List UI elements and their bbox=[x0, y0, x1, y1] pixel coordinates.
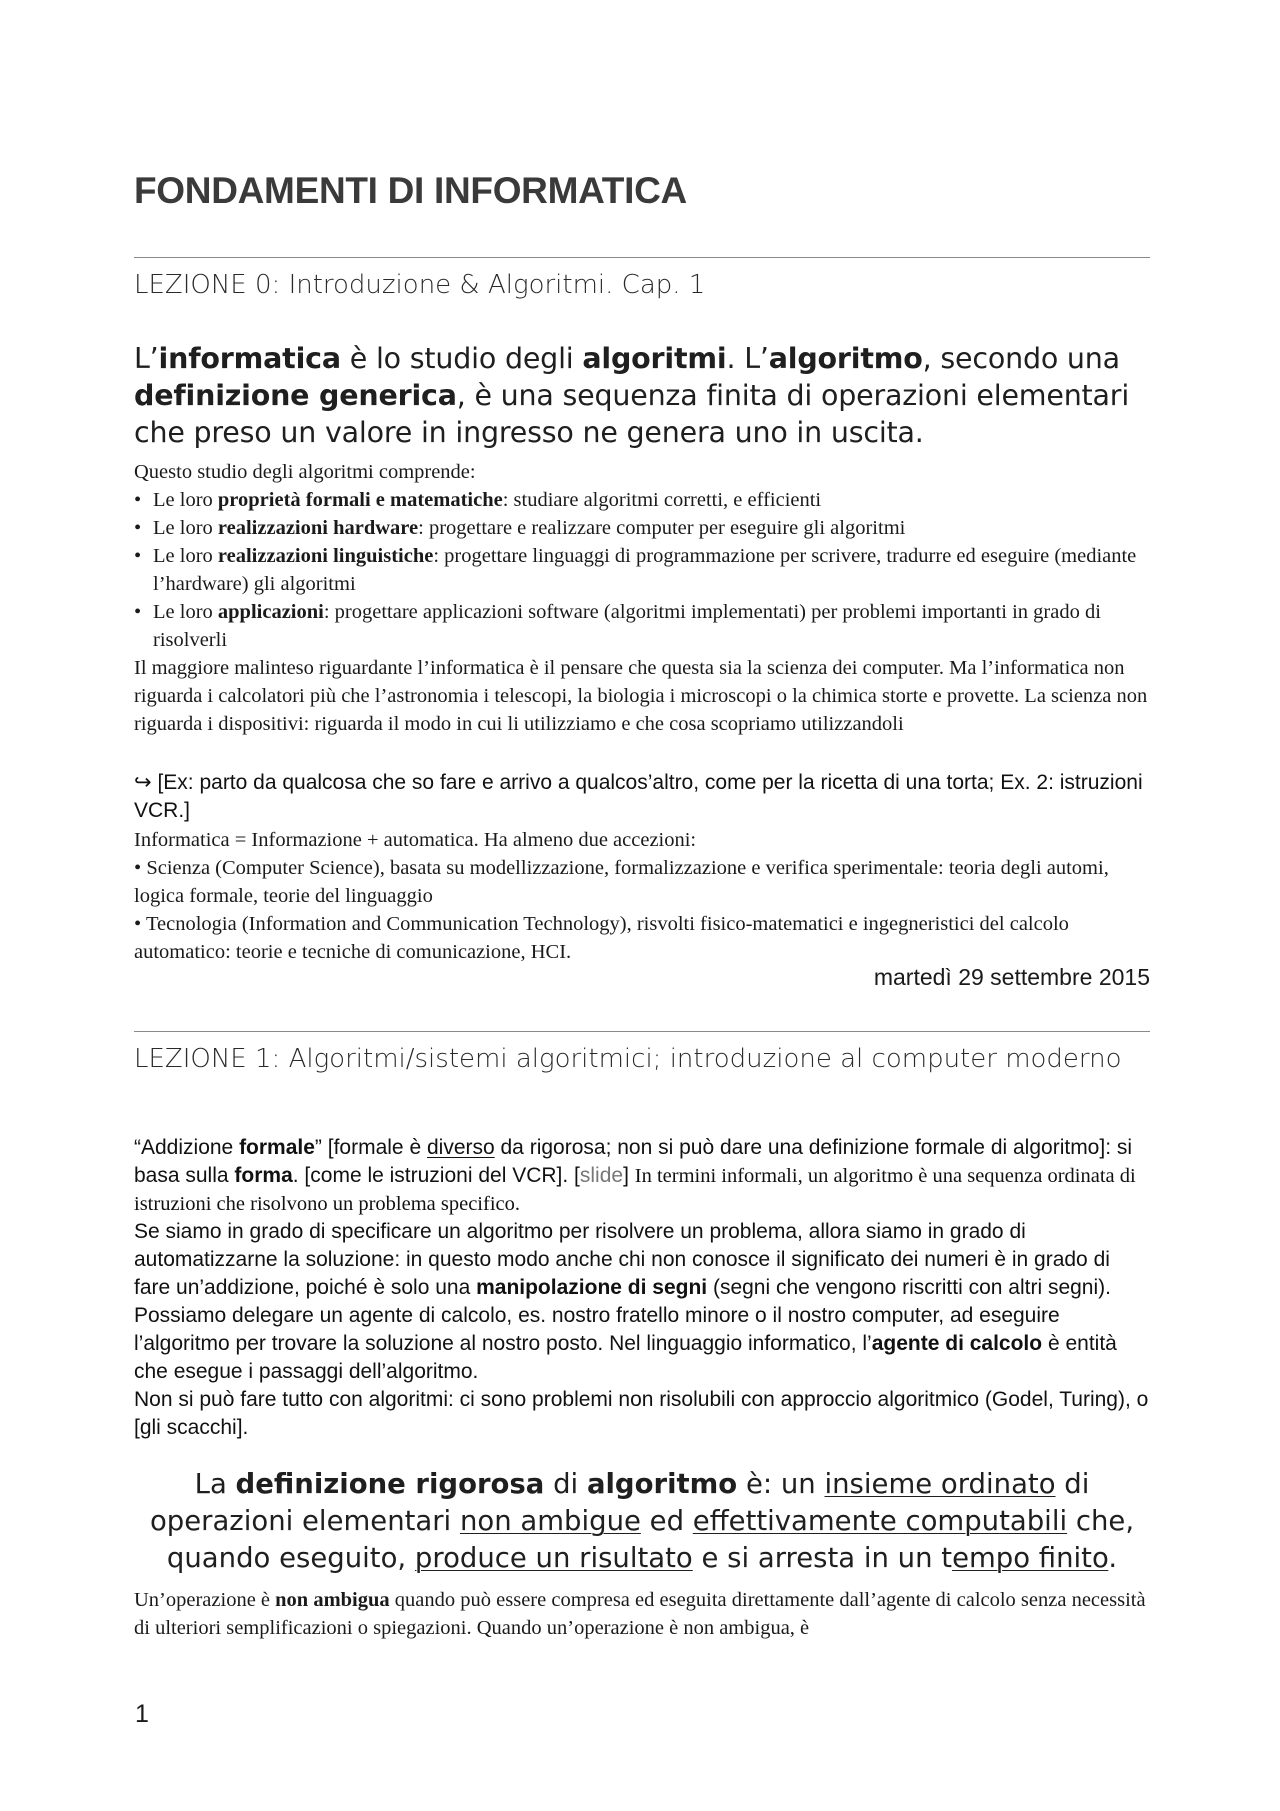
formal-addition-paragraph bbox=[134, 1134, 1150, 1218]
study-list bbox=[134, 486, 1150, 654]
meaning-text: Tecnologia (Information and Communication Technology), risvolti fisico-matematici e ingegneristici del calcolo automatico: teorie e tecniche di comunicazione, HCI. bbox=[134, 913, 1069, 963]
para-text: Possiamo delegare un agente di calcolo, es. nostro fratello minore o il nostro computer, ad eseguire l’algoritmo per trovare la soluzione al nostro posto. Nel linguaggio informatico, l’ bbox=[134, 1304, 1060, 1355]
def-text: di bbox=[544, 1468, 587, 1500]
intro-text: è lo studio degli bbox=[340, 342, 583, 375]
def-bold: algoritmo bbox=[586, 1468, 738, 1500]
intro-text: L’ bbox=[134, 342, 159, 375]
definition-line: Informatica = Informazione + automatica. Ha almeno due accezioni: bbox=[134, 829, 697, 851]
meaning-text: Scienza (Computer Science), basata su modellizzazione, formalizzazione e verifica sperimentale: teoria degli automi, logica formale, teorie del linguaggio bbox=[134, 857, 1109, 907]
intro-text: , è una sequenza finita di operazioni elementari che preso un valore in ingresso ne genera uno in uscita. bbox=[134, 379, 1130, 449]
bullet-icon: • bbox=[134, 857, 147, 879]
para-text: ] bbox=[623, 1164, 635, 1187]
para-text: è entità che esegue i passaggi dell’algoritmo. bbox=[134, 1332, 1117, 1383]
document-title: FONDAMENTI DI INFORMATICA bbox=[134, 170, 687, 211]
def-underline: produce un risultato bbox=[414, 1542, 693, 1574]
lesson1-heading: LEZIONE 1: Algoritmi/sistemi algoritmici; introduzione al computer moderno bbox=[134, 1044, 1122, 1074]
bullet-text: : progettare e realizzare computer per eseguire gli algoritmi bbox=[418, 517, 906, 539]
automation-paragraph bbox=[134, 1218, 1150, 1302]
lesson1-body bbox=[134, 1134, 1150, 1442]
para-bold: non ambigua bbox=[275, 1589, 390, 1611]
lesson0-heading: LEZIONE 0: Introduzione & Algoritmi. Cap. 1 bbox=[134, 270, 706, 300]
def-text: è: un bbox=[737, 1468, 825, 1500]
bullet-text: Le loro bbox=[153, 489, 218, 511]
list-item bbox=[134, 486, 1150, 514]
divider-lesson1 bbox=[134, 1031, 1150, 1032]
para-text: quando può essere compresa ed eseguita direttamente dall’agente di calcolo senza necessità di ulteriori semplificazioni o spiegazioni. Quando un’operazione è non ambigua, è bbox=[134, 1589, 1146, 1639]
intro-text: , secondo una bbox=[922, 342, 1120, 375]
def-underline: non ambigue bbox=[459, 1505, 641, 1537]
lesson0-study bbox=[134, 458, 1150, 738]
para-text: Se siamo in grado di specificare un algoritmo per risolvere un problema, allora siamo in grado di automatizzarne la soluzione: in questo modo anche chi non conosce il significato dei numeri è in grado di fare un’addizione, poiché è solo una bbox=[134, 1220, 1110, 1299]
bullet-text: : progettare linguaggi di programmazione per scrivere, tradurre ed eseguire (mediante l’hardware) gli algoritmi bbox=[153, 545, 1137, 595]
bullet-text: : progettare applicazioni software (algoritmi implementati) per problemi importanti in grado di risolverli bbox=[153, 601, 1101, 651]
bullet-icon: • bbox=[134, 913, 146, 935]
para-text: da rigorosa; non si può dare una definizione formale di algoritmo]: si basa sulla bbox=[134, 1136, 1133, 1187]
para-bold: manipolazione di segni bbox=[476, 1276, 708, 1299]
para-underline: diverso bbox=[426, 1136, 495, 1159]
def-text: di operazioni elementari bbox=[149, 1468, 1090, 1537]
bullet-bold: applicazioni bbox=[217, 601, 324, 623]
agent-paragraph bbox=[134, 1302, 1150, 1386]
def-bold: definizione rigorosa bbox=[235, 1468, 545, 1500]
bullet-bold: proprietà formali e matematiche bbox=[217, 489, 503, 511]
para-text: ” [formale è bbox=[314, 1136, 427, 1159]
def-underline: insieme ordinato bbox=[824, 1468, 1056, 1500]
def-underline: empo finito bbox=[952, 1542, 1109, 1574]
para-bold: formale bbox=[239, 1136, 315, 1159]
example-note bbox=[134, 768, 1150, 825]
list-item bbox=[134, 598, 1150, 654]
informatica-definition bbox=[134, 826, 1150, 966]
bullet-bold: realizzazioni hardware bbox=[217, 517, 419, 539]
unambiguous-paragraph bbox=[134, 1586, 1150, 1642]
example-text: [Ex: parto da qualcosa che so fare e arrivo a qualcos’altro, come per la ricetta di una torta; Ex. 2: istruzioni VCR.] bbox=[134, 771, 1143, 822]
def-text: che, quando eseguito, bbox=[166, 1505, 1135, 1574]
intro-text: . L’ bbox=[726, 342, 769, 375]
list-item bbox=[134, 542, 1150, 598]
bullet-text: Le loro bbox=[153, 517, 218, 539]
para-text: . [come le istruzioni del VCR]. [ bbox=[292, 1164, 580, 1187]
misconception-paragraph: Il maggiore malinteso riguardante l’informatica è il pensare che questa sia la scienza dei computer. Ma l’informatica non riguarda i calcolatori più che l’astronomia i telescopi, la biologia i microscopi o la chimica storte e provette. La scienza non riguarda i dispositivi: riguarda il modo in cui li utilizziamo e che cosa scopriamo utilizzandoli bbox=[134, 657, 1148, 735]
para-text: Un’operazione è bbox=[134, 1589, 276, 1611]
lesson0-intro bbox=[134, 340, 1150, 451]
bullet-text: : studiare algoritmi corretti, e efficienti bbox=[502, 489, 822, 511]
def-text: e si arresta in un t bbox=[692, 1542, 953, 1574]
def-text: . bbox=[1108, 1542, 1118, 1574]
lesson-date: martedì 29 settembre 2015 bbox=[873, 964, 1150, 990]
def-text: ed bbox=[640, 1505, 693, 1537]
informal-definition: In termini informali, un algoritmo è una sequenza ordinata di istruzioni che risolvono un problema specifico. bbox=[134, 1165, 1136, 1215]
def-text: La bbox=[194, 1468, 236, 1500]
def-underline: effettivamente computabili bbox=[692, 1505, 1068, 1537]
intro-bold-algoritmo: algoritmo bbox=[768, 342, 923, 375]
slide-reference: slide bbox=[579, 1164, 624, 1187]
divider-top bbox=[134, 257, 1150, 258]
para-bold: agente di calcolo bbox=[871, 1332, 1043, 1355]
para-text: (segni che vengono riscritti con altri segni). bbox=[707, 1276, 1111, 1299]
intro-bold-algoritmi: algoritmi bbox=[582, 342, 727, 375]
page-number: 1 bbox=[135, 1700, 149, 1728]
limits-paragraph: Non si può fare tutto con algoritmi: ci sono problemi non risolubili con approccio algoritmico (Godel, Turing), o [gli scacchi]. bbox=[134, 1388, 1149, 1439]
list-item bbox=[134, 514, 1150, 542]
bullet-text: Le loro bbox=[153, 601, 218, 623]
bullet-text: Le loro bbox=[153, 545, 218, 567]
rigorous-definition bbox=[134, 1466, 1150, 1577]
intro-bold-informatica: informatica bbox=[158, 342, 341, 375]
para-bold: forma bbox=[234, 1164, 293, 1187]
intro-bold-definizione: definizione generica bbox=[134, 379, 457, 412]
bullet-bold: realizzazioni linguistiche bbox=[217, 545, 434, 567]
study-lead: Questo studio degli algoritmi comprende: bbox=[134, 461, 476, 483]
meaning-item bbox=[134, 910, 1150, 966]
meaning-item bbox=[134, 854, 1150, 910]
para-text: “Addizione bbox=[134, 1136, 240, 1159]
hook-arrow-icon: ↪ bbox=[134, 770, 152, 794]
